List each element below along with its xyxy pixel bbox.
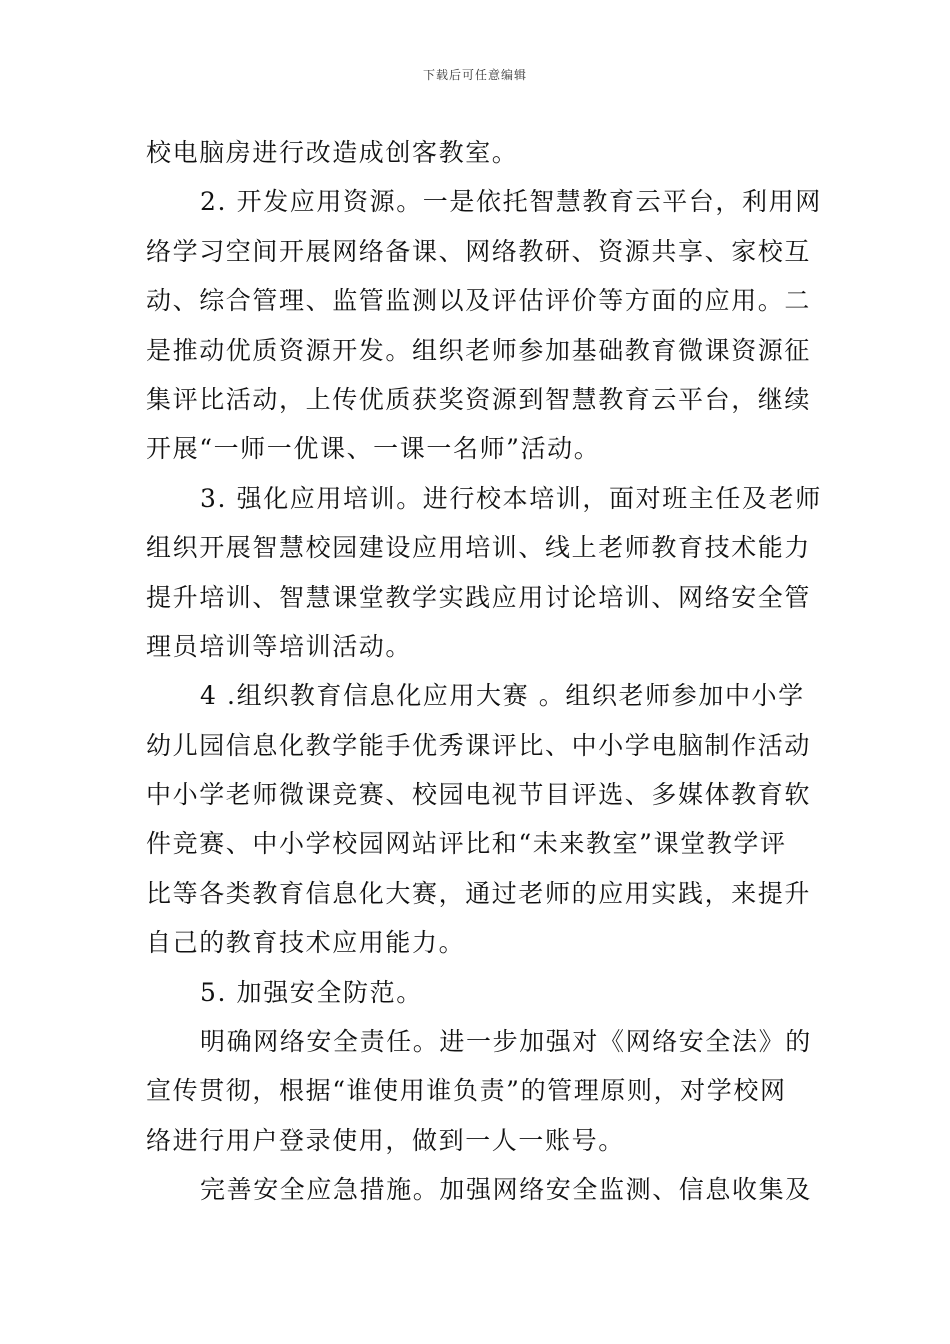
text-line: 件竞赛、中小学校园网站评比和“未来教室”课堂教学评 bbox=[146, 829, 787, 859]
page-header: 下载后可任意编辑 bbox=[422, 68, 527, 82]
text-line: 动、综合管理、监管监测以及评估评价等方面的应用。二 bbox=[146, 286, 812, 316]
text-line: 理员培训等培训活动。 bbox=[146, 631, 413, 661]
text-line: 络学习空间开展网络备课、网络教研、资源共享、家校互 bbox=[146, 236, 812, 266]
text-line: 络进行用户登录使用，做到一人一账号。 bbox=[146, 1125, 625, 1155]
text-line: 2. 开发应用资源。一是依托智慧教育云平台，利用网 bbox=[200, 187, 822, 217]
text-line: 中小学老师微课竞赛、校园电视节目评选、多媒体教育软 bbox=[146, 780, 812, 810]
text-line: 明确网络安全责任。进一步加强对《网络安全法》的 bbox=[200, 1027, 812, 1057]
text-line: 宣传贯彻，根据“谁使用谁负责”的管理原则，对学校网 bbox=[146, 1076, 787, 1106]
text-line: 完善安全应急措施。加强网络安全监测、信息收集及 bbox=[200, 1175, 812, 1205]
text-line: 4 .组织教育信息化应用大赛 。组织老师参加中小学 bbox=[200, 681, 805, 711]
text-line: 自己的教育技术应用能力。 bbox=[146, 928, 466, 958]
text-line: 是推动优质资源开发。组织老师参加基础教育微课资源征 bbox=[146, 335, 812, 365]
text-line: 幼儿园信息化教学能手优秀课评比、中小学电脑制作活动 bbox=[146, 730, 812, 760]
text-line: 组织开展智慧校园建设应用培训、线上老师教育技术能力 bbox=[146, 533, 812, 563]
text-line: 集评比活动，上传优质获奖资源到智慧教育云平台，继续 bbox=[146, 384, 812, 414]
text-line: 比等各类教育信息化大赛，通过老师的应用实践，来提升 bbox=[146, 878, 812, 908]
text-line: 提升培训、智慧课堂教学实践应用讨论培训、网络安全管 bbox=[146, 582, 812, 612]
text-line: 5. 加强安全防范。 bbox=[200, 977, 423, 1007]
document-body bbox=[146, 128, 822, 1215]
text-line: 校电脑房进行改造成创客教室。 bbox=[146, 138, 519, 167]
text-line: 开展“一师一优课、一课一名师”活动。 bbox=[146, 434, 601, 464]
text-line: 3. 强化应用培训。进行校本培训，面对班主任及老师 bbox=[200, 483, 822, 513]
